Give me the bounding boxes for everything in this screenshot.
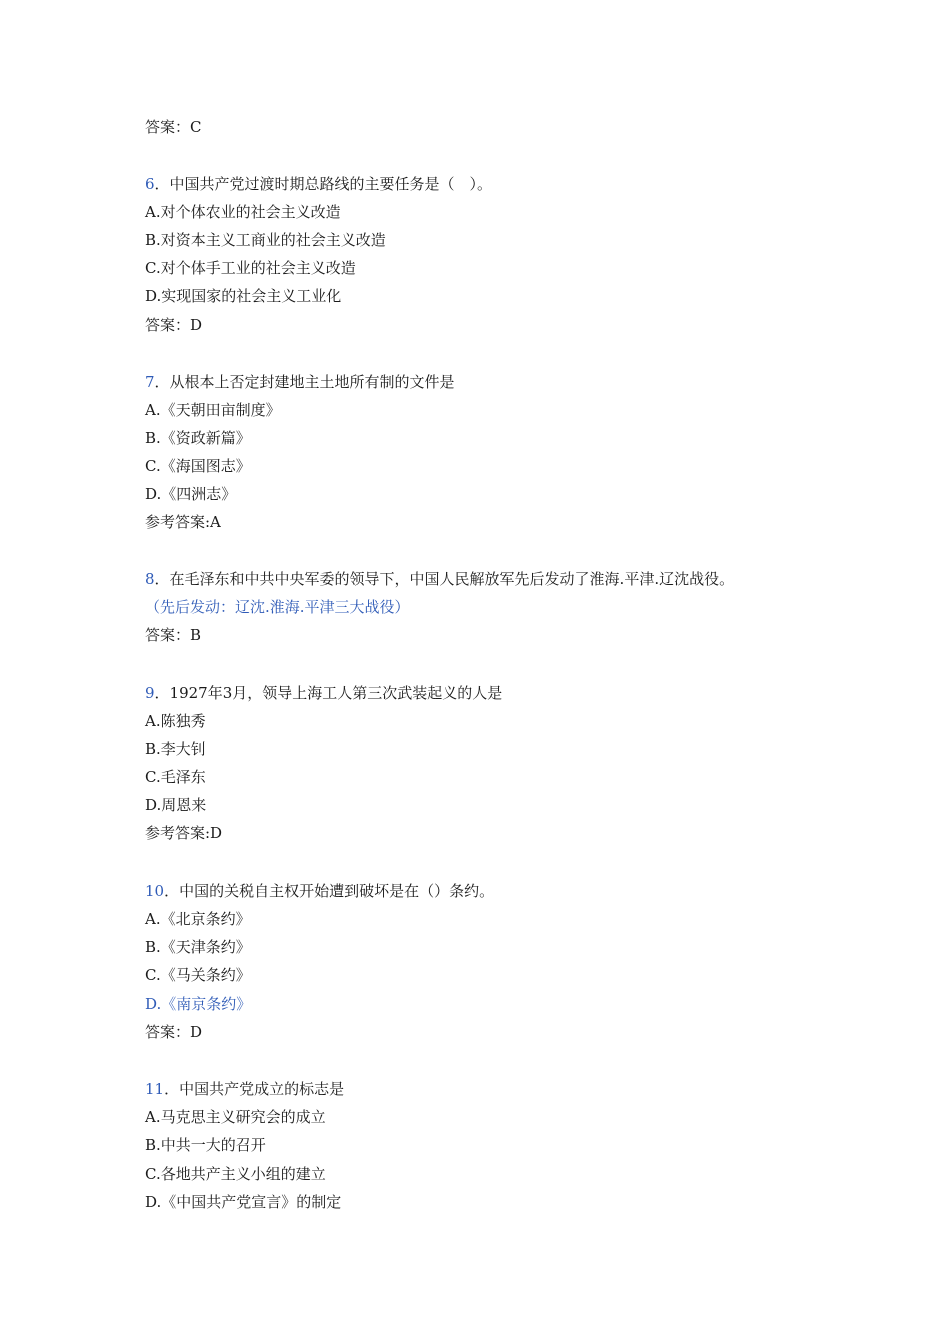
question-7-stem <box>145 372 455 392</box>
question-8-stem <box>145 569 734 589</box>
question-number: 10 <box>145 882 165 900</box>
question-text: ．1927年3月，领导上海工人第三次武装起义的人是 <box>154 684 503 702</box>
option-c: C.各地共产主义小组的建立 <box>145 1165 326 1183</box>
option-b: B.对资本主义工商业的社会主义改造 <box>145 231 386 249</box>
option-a: A.对个体农业的社会主义改造 <box>145 203 341 221</box>
option-d: D.实现国家的社会主义工业化 <box>145 287 342 305</box>
option-b: B.李大钊 <box>145 740 206 758</box>
question-number: 9 <box>145 684 155 702</box>
option-d: D.《中国共产党宣言》的制定 <box>145 1193 342 1211</box>
answer-line: 答案：D <box>145 316 203 334</box>
option-c: C.对个体手工业的社会主义改造 <box>145 259 356 277</box>
option-a: A.《天朝田亩制度》 <box>145 401 281 419</box>
option-d: D.周恩来 <box>145 796 207 814</box>
question-9-stem <box>145 683 502 703</box>
question-11-stem <box>145 1079 344 1099</box>
question-number: 11 <box>145 1080 165 1098</box>
question-10-stem <box>145 881 494 901</box>
option-a: A.马克思主义研究会的成立 <box>145 1108 326 1126</box>
answer-line: 答案：D <box>145 1023 203 1041</box>
answer-line: 答案：C <box>145 118 202 136</box>
question-number: 6 <box>145 175 155 193</box>
answer-line: 参考答案:D <box>145 824 223 842</box>
question-text: ．中国的关税自主权开始遭到破坏是在（）条约。 <box>164 882 495 900</box>
question-text: ．中国共产党过渡时期总路线的主要任务是（ ）。 <box>154 175 493 193</box>
option-c: C.《海国图志》 <box>145 457 251 475</box>
option-b: B.《天津条约》 <box>145 938 251 956</box>
option-a: A.陈独秀 <box>145 712 206 730</box>
option-d: D.《南京条约》 <box>145 995 252 1013</box>
answer-note: （先后发动：辽沈.淮海.平津三大战役） <box>145 598 410 616</box>
option-c: C.毛泽东 <box>145 768 206 786</box>
question-number: 7 <box>145 373 155 391</box>
question-6-stem <box>145 174 492 194</box>
question-text: ．中国共产党成立的标志是 <box>164 1080 345 1098</box>
option-d: D.《四洲志》 <box>145 485 237 503</box>
question-text: ．从根本上否定封建地主土地所有制的文件是 <box>154 373 455 391</box>
question-text: ．在毛泽东和中共中央军委的领导下，中国人民解放军先后发动了淮海.平津.辽沈战役。 <box>154 570 735 588</box>
question-number: 8 <box>145 570 155 588</box>
option-b: B.中共一大的召开 <box>145 1136 266 1154</box>
option-c: C.《马关条约》 <box>145 966 251 984</box>
answer-line: 参考答案:A <box>145 513 221 531</box>
answer-line: 答案：B <box>145 626 202 644</box>
option-b: B.《资政新篇》 <box>145 429 251 447</box>
option-a: A.《北京条约》 <box>145 910 251 928</box>
